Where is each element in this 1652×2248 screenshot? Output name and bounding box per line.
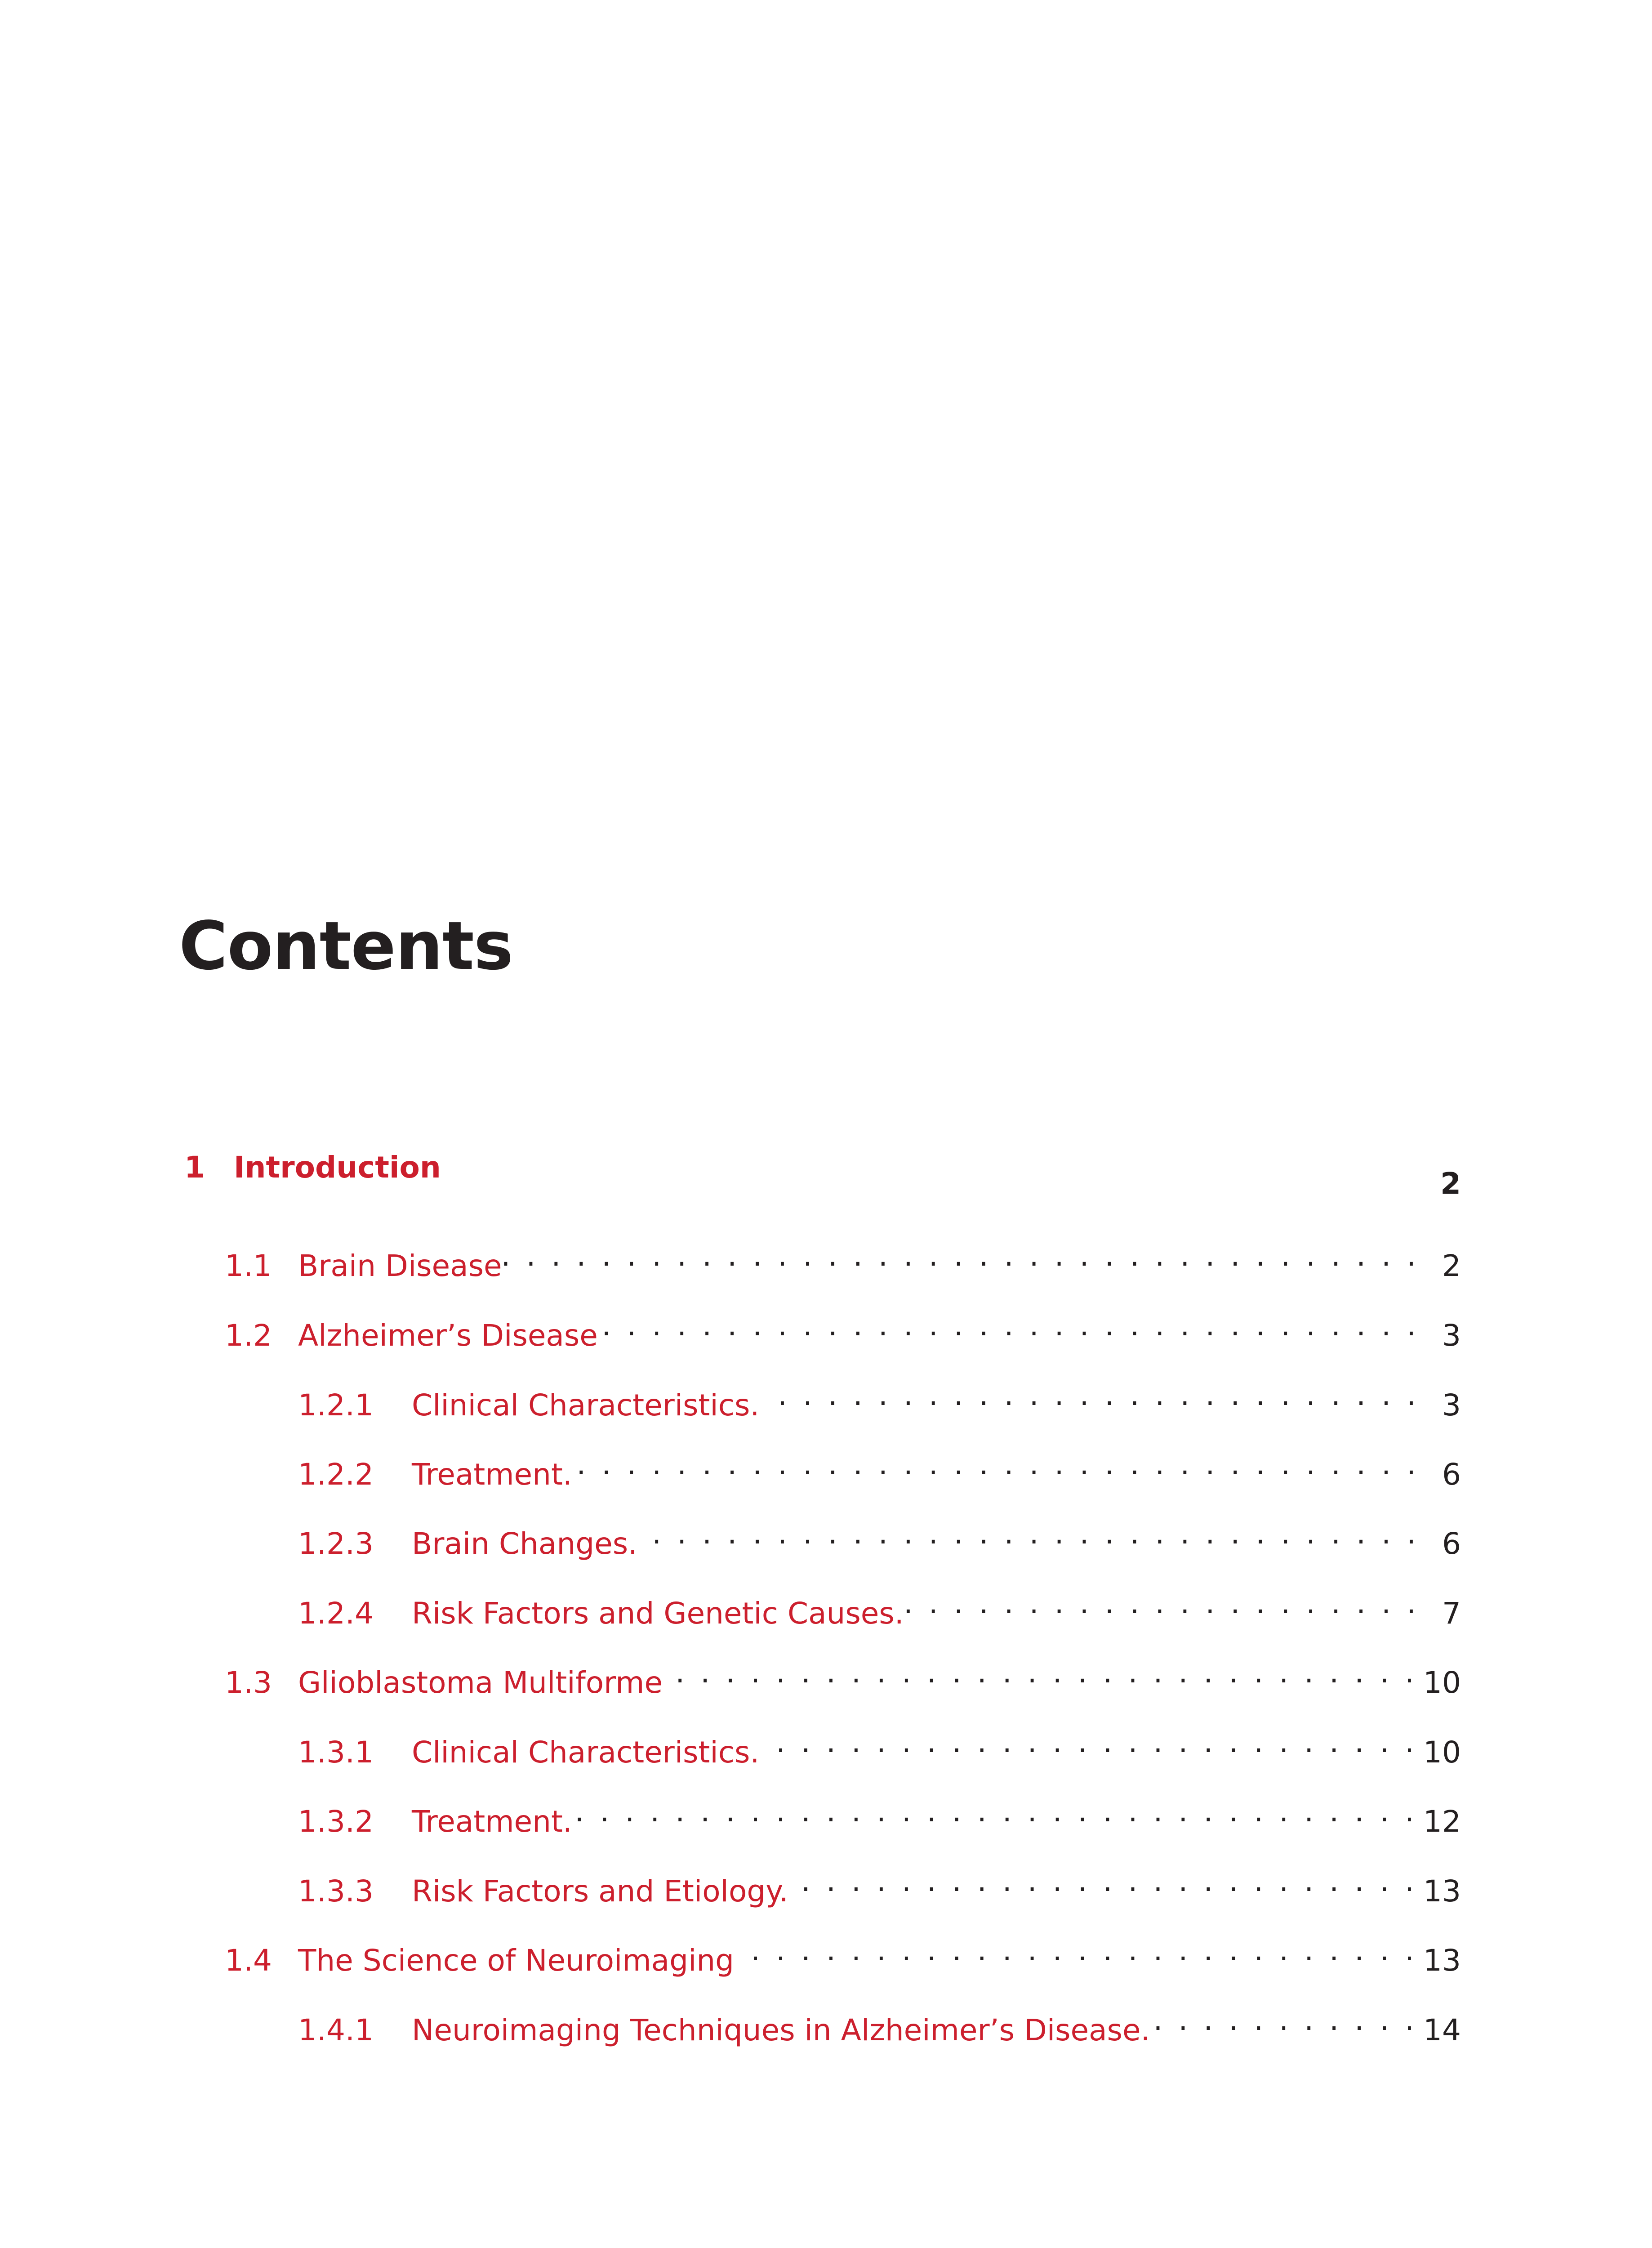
dot-leader [572,1444,1425,1485]
toc-entry-1-2-2 [298,1444,1461,1492]
chapter-number: 1 [184,1150,205,1185]
dot-leader [572,1791,1423,1832]
toc-entry-title-link[interactable]: Clinical Characteristics. [412,1735,760,1770]
chapter-page-number: 2 [1440,1166,1461,1201]
dot-leader [502,1236,1425,1276]
toc-entry-1-1 [225,1236,1461,1283]
toc-entry-number[interactable]: 1.4.1 [298,2013,374,2047]
toc-entry-page-number: 6 [1442,1457,1461,1492]
toc-entry-number[interactable]: 1.2.3 [298,1526,374,1561]
toc-entry-number[interactable]: 1.4 [225,1943,272,1978]
dot-leader [759,1722,1423,1762]
toc-entry-number[interactable]: 1.2 [225,1318,272,1353]
toc-entry-page-number: 6 [1442,1526,1461,1561]
toc-entry-number[interactable]: 1.1 [225,1249,272,1283]
toc-entry-1-2 [225,1305,1461,1353]
toc-entry-1-4-1 [298,2000,1461,2047]
toc-entry-number[interactable]: 1.2.4 [298,1596,374,1631]
toc-entry-1-4 [225,1930,1461,1978]
toc-entry-title-link[interactable]: The Science of Neuroimaging [298,1943,735,1978]
toc-entry-1-2-4 [298,1583,1461,1631]
toc-entry-page-number: 7 [1442,1596,1461,1631]
toc-entry-page-number: 3 [1442,1388,1461,1423]
toc-entry-title-link[interactable]: Risk Factors and Genetic Causes. [412,1596,904,1631]
toc-entry-page-number: 14 [1423,2013,1461,2047]
dot-leader [598,1305,1425,1346]
dot-leader [734,1930,1423,1971]
toc-entry-number[interactable]: 1.3.3 [298,1874,374,1909]
chapter-title: Introduction [234,1150,441,1185]
toc-entry-title-link[interactable]: Glioblastoma Multiforme [298,1665,663,1700]
toc-entry-1-2-1 [298,1375,1461,1423]
toc-entry-1-3 [225,1652,1461,1700]
toc-entry-number[interactable]: 1.3.1 [298,1735,374,1770]
toc-entry-number[interactable]: 1.3.2 [298,1804,374,1839]
toc-entry-page-number: 3 [1442,1318,1461,1353]
dot-leader [759,1375,1425,1415]
toc-entry-page-number: 10 [1423,1735,1461,1770]
toc-entry-page-number: 10 [1423,1665,1461,1700]
toc-entry-title-link[interactable]: Neuroimaging Techniques in Alzheimer’s Disease. [412,2013,1150,2047]
toc-entry-1-3-3 [298,1861,1461,1909]
toc-entry-title-link[interactable]: Treatment. [412,1804,572,1839]
dot-leader [788,1861,1423,1901]
toc-entry-title-link[interactable]: Treatment. [412,1457,572,1492]
contents-heading: Contents [179,907,513,985]
toc-entry-title-link[interactable]: Brain Disease [298,1249,502,1283]
toc-entry-title-link[interactable]: Risk Factors and Etiology. [412,1874,788,1909]
toc-entry-page-number: 2 [1442,1249,1461,1283]
toc-entry-title-link[interactable]: Alzheimer’s Disease [298,1318,598,1353]
dot-leader [904,1583,1425,1624]
toc-chapter-1-link[interactable] [184,1150,441,1185]
toc-entry-number[interactable]: 1.2.1 [298,1388,374,1423]
dot-leader [637,1513,1425,1554]
toc-entry-page-number: 13 [1423,1874,1461,1909]
toc-entry-1-2-3 [298,1513,1461,1561]
toc-entry-1-3-2 [298,1791,1461,1839]
toc-entry-number[interactable]: 1.2.2 [298,1457,374,1492]
dot-leader [663,1652,1423,1693]
toc-entry-page-number: 13 [1423,1943,1461,1978]
dot-leader [1150,2000,1423,2040]
toc-entry-title-link[interactable]: Brain Changes. [412,1526,638,1561]
toc-entry-number[interactable]: 1.3 [225,1665,272,1700]
toc-entry-title-link[interactable]: Clinical Characteristics. [412,1388,760,1423]
toc-entry-page-number: 12 [1423,1804,1461,1839]
toc-entry-1-3-1 [298,1722,1461,1770]
